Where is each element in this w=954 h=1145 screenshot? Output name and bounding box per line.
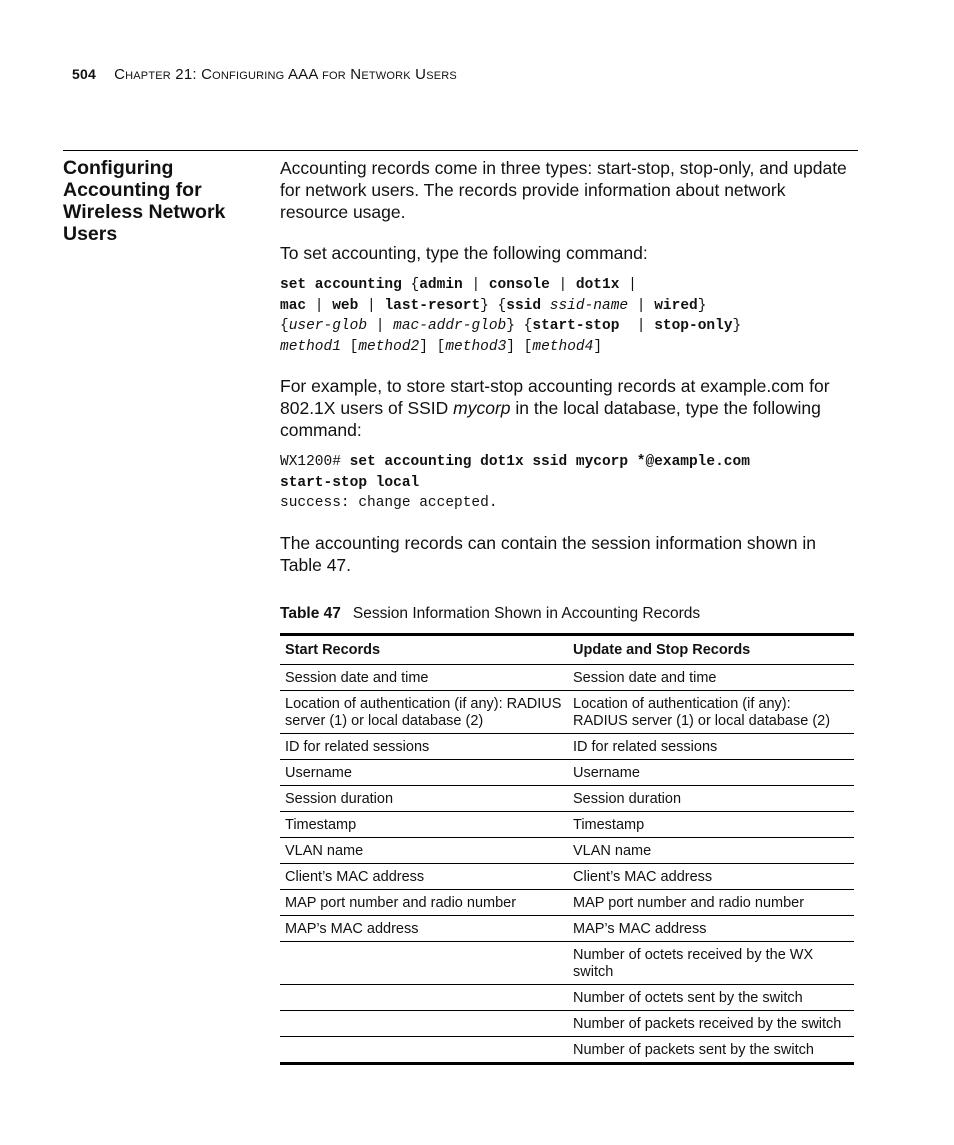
table-cell: Timestamp — [568, 811, 854, 837]
kw-ssid: ssid — [506, 297, 542, 314]
kw-last-resort: last-resort — [384, 297, 481, 314]
arg-ssid-name: ssid-name — [549, 297, 629, 314]
session-info-table — [280, 633, 854, 1065]
brace: } — [732, 318, 742, 334]
column-header-update-stop: Update and Stop Records — [568, 634, 854, 664]
kw-stop-only: stop-only — [654, 318, 733, 334]
table-cell: MAP port number and radio number — [280, 889, 568, 915]
kw-set-accounting: set accounting — [280, 277, 402, 293]
table-row — [280, 984, 854, 1010]
arg-user-glob: user-glob — [288, 318, 368, 334]
pipe: | — [462, 277, 489, 293]
table-cell: Timestamp — [280, 811, 568, 837]
pipe: | — [549, 277, 576, 293]
section-rule — [63, 150, 858, 151]
pipe: | — [367, 318, 394, 334]
table-row — [280, 811, 854, 837]
cli-prompt: WX1200# — [280, 454, 341, 470]
table-row — [280, 733, 854, 759]
pipe: | — [306, 297, 333, 314]
table-cell: VLAN name — [568, 837, 854, 863]
table-cell: Number of packets sent by the switch — [573, 1041, 814, 1058]
kw-wired: wired — [654, 297, 698, 314]
table-row — [280, 1010, 854, 1036]
section-title: Configuring Accounting for Wireless Network Users — [63, 157, 226, 245]
arg-method3: method3 — [445, 338, 507, 355]
table-caption — [280, 605, 855, 623]
cli-command-line1: set accounting dot1x ssid mycorp *@example.com — [349, 454, 750, 470]
arg-method4: method4 — [532, 338, 594, 355]
kw-dot1x: dot1x — [575, 277, 620, 293]
bracket: ] [ — [419, 338, 446, 355]
table-row — [280, 785, 854, 811]
arg-mac-addr-glob: mac-addr-glob — [393, 318, 507, 334]
table-row — [280, 1036, 854, 1063]
table-cell: Session date and time — [568, 664, 854, 690]
pipe: | — [619, 318, 655, 334]
brace: } { — [506, 318, 533, 334]
table-cell — [280, 1036, 568, 1063]
table-row — [280, 690, 854, 733]
brace: } — [697, 297, 707, 314]
ssid-emphasis: mycorp — [453, 398, 511, 418]
table-cell: Username — [568, 759, 854, 785]
table-cell: Location of authentication (if any): RADIUS server (1) or local database (2) — [280, 690, 568, 733]
table-cell: MAP’s MAC address — [568, 915, 854, 941]
kw-web: web — [332, 297, 359, 314]
table-caption-label: Table 47 — [280, 604, 341, 622]
kw-console: console — [488, 277, 550, 293]
instruction-paragraph: To set accounting, type the following command: — [280, 243, 648, 263]
brace: } { — [480, 297, 507, 314]
bracket: ] [ — [506, 338, 533, 355]
table-cell: MAP’s MAC address — [280, 915, 568, 941]
brace: { — [280, 318, 289, 334]
kw-start-stop: start-stop — [532, 318, 620, 334]
table-cell: Session date and time — [280, 664, 568, 690]
table-row — [280, 941, 854, 984]
pipe: | — [358, 297, 385, 314]
table-row — [280, 863, 854, 889]
table-row — [280, 759, 854, 785]
cli-command-line2: start-stop local — [280, 474, 420, 491]
table-cell: Session duration — [280, 785, 568, 811]
brace: { — [410, 277, 420, 293]
table-intro-paragraph: The accounting records can contain the session information shown in Table 47. — [280, 532, 816, 575]
arg-method2: method2 — [358, 338, 420, 355]
table-cell: Client’s MAC address — [280, 863, 568, 889]
pipe: | — [628, 297, 655, 314]
kw-mac: mac — [280, 297, 307, 314]
cli-response: success: change accepted. — [280, 495, 498, 511]
table-cell: Session duration — [568, 785, 854, 811]
bracket: [ — [340, 338, 359, 355]
page-number: 504 — [72, 66, 96, 82]
chapter-title: Chapter 21: Configuring AAA for Network Users — [114, 66, 457, 83]
table-cell: Client’s MAC address — [568, 863, 854, 889]
table-caption-text: Session Information Shown in Accounting Records — [352, 604, 701, 622]
table-row — [280, 837, 854, 863]
table-cell: VLAN name — [280, 837, 568, 863]
table-cell: ID for related sessions — [568, 733, 854, 759]
command-syntax — [280, 275, 855, 357]
running-header — [72, 66, 457, 83]
table-row — [280, 664, 854, 690]
pipe: | — [619, 277, 637, 293]
arg-method1: method1 — [280, 338, 341, 355]
table-cell: Location of authentication (if any): RADIUS server (1) or local database (2) — [568, 690, 854, 733]
table-cell: Username — [280, 759, 568, 785]
table-cell — [280, 941, 568, 984]
table-cell: Number of octets sent by the switch — [568, 984, 854, 1010]
main-content — [280, 157, 855, 1065]
table-row — [280, 889, 854, 915]
table-cell: MAP port number and radio number — [568, 889, 854, 915]
table-cell: Number of packets received by the switch — [568, 1010, 854, 1036]
kw-admin: admin — [419, 277, 463, 293]
table-cell: ID for related sessions — [280, 733, 568, 759]
example-paragraph: For example, to store start-stop accounting records at example.com for 802.1X users of SSID mycorp in the local database, type the following command: — [280, 376, 830, 440]
example-command — [280, 452, 855, 514]
table-header-row — [280, 634, 854, 664]
bracket: ] — [593, 338, 603, 355]
intro-paragraph: Accounting records come in three types: start-stop, stop-only, and update for network users. The records provide information about network resource usage. — [280, 158, 847, 222]
table-row — [280, 915, 854, 941]
table-cell: Number of octets received by the WX switch — [568, 941, 854, 984]
column-header-start: Start Records — [280, 634, 568, 664]
table-cell — [280, 1010, 568, 1036]
table-cell — [280, 984, 568, 1010]
